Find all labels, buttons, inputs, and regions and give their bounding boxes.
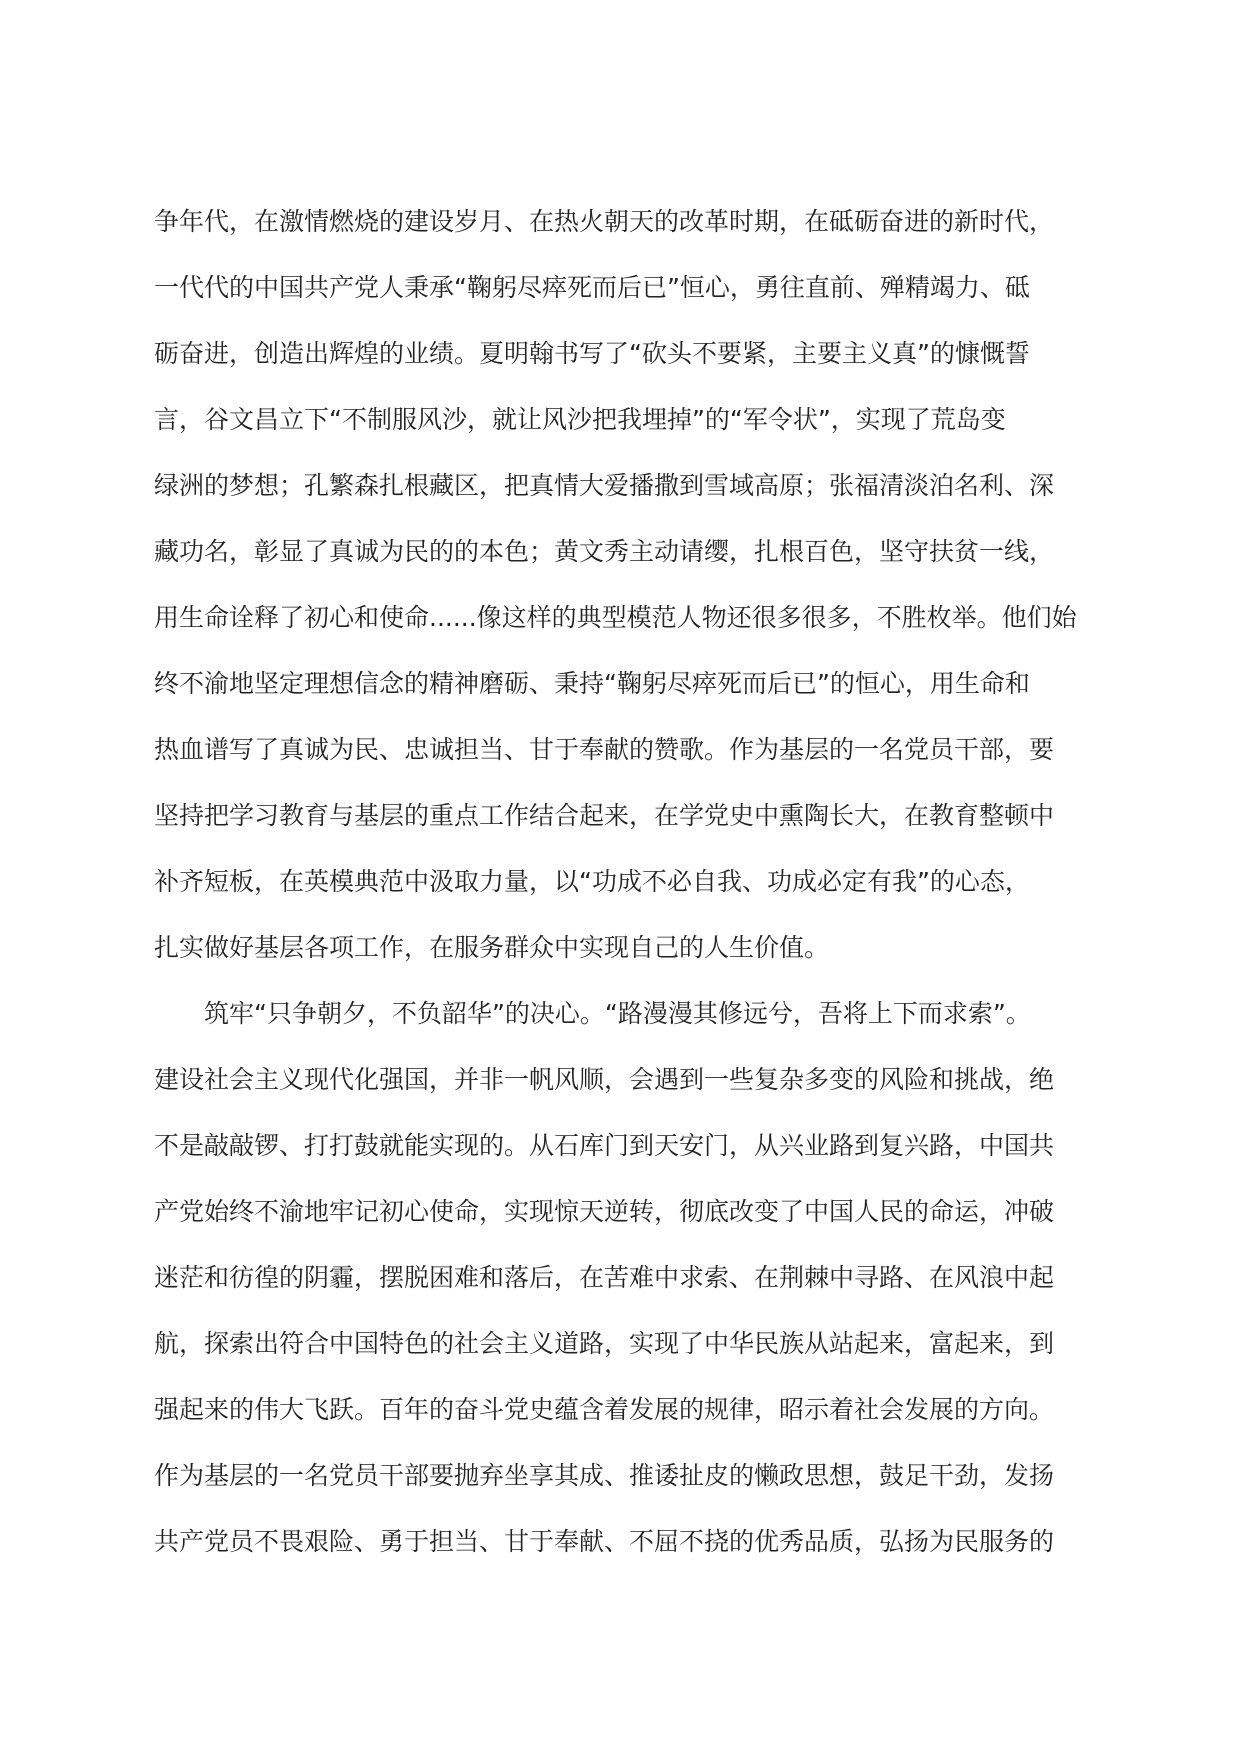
text-line: 争年代，在激情燃烧的建设岁月、在热火朝天的改革时期，在砥砺奋进的新时代，: [154, 207, 1055, 236]
text-line: 作为基层的一名党员干部要抛弃坐享其成、推诿扯皮的懒政思想，鼓足干劲，发扬: [154, 1461, 1055, 1490]
body-text: [154, 189, 1094, 1575]
paragraph-start-line: 筑牢“只争朝夕，不负韶华”的决心。“路漫漫其修远兮，吾将上下而求索”。: [204, 999, 1031, 1028]
text-line: 不是敲敲锣、打打鼓就能实现的。从石库门到天安门，从兴业路到复兴路，中国共: [154, 1131, 1055, 1160]
text-line: 建设社会主义现代化强国，并非一帆风顺，会遇到一些复杂多变的风险和挑战，绝: [154, 1065, 1055, 1094]
text-line: 共产党员不畏艰险、勇于担当、甘于奉献、不屈不挠的优秀品质，弘扬为民服务的: [154, 1527, 1055, 1556]
text-line: 用生命诠释了初心和使命......像这样的典型模范人物还很多很多，不胜枚举。他们始: [154, 603, 1077, 632]
text-line: 热血谱写了真诚为民、忠诚担当、甘于奉献的赞歌。作为基层的一名党员干部，要: [154, 735, 1055, 764]
text-line: 一代代的中国共产党人秉承“鞠躬尽瘁死而后已”恒心，勇往直前、殚精竭力、砥: [154, 273, 1030, 302]
text-line: 扎实做好基层各项工作，在服务群众中实现自己的人生价值。: [154, 933, 830, 962]
text-line: 坚持把学习教育与基层的重点工作结合起来，在学党史中熏陶长大，在教育整顿中: [154, 801, 1055, 830]
text-line: 航，探索出符合中国特色的社会主义道路，实现了中华民族从站起来，富起来，到: [154, 1329, 1055, 1358]
text-line: 产党始终不渝地牢记初心使命，实现惊天逆转，彻底改变了中国人民的命运，冲破: [154, 1197, 1055, 1226]
text-line: 终不渝地坚定理想信念的精神磨砺、秉持“鞠躬尽瘁死而后已”的恒心，用生命和: [154, 669, 1030, 698]
text-line: 迷茫和彷徨的阴霾，摆脱困难和落后，在苦难中求索、在荆棘中寻路、在风浪中起: [154, 1263, 1055, 1292]
text-line: 藏功名，彰显了真诚为民的的本色；黄文秀主动请缨，扎根百色，坚守扶贫一线，: [154, 537, 1055, 566]
text-line: 言，谷文昌立下“不制服风沙，就让风沙把我埋掉”的“军令状”，实现了荒岛变: [154, 405, 1006, 434]
text-line: 绿洲的梦想；孔繁森扎根藏区，把真情大爱播撒到雪域高原；张福清淡泊名利、深: [154, 471, 1055, 500]
text-line: 强起来的伟大飞跃。百年的奋斗党史蕴含着发展的规律，昭示着社会发展的方向。: [154, 1395, 1055, 1424]
text-line: 补齐短板，在英模典范中汲取力量，以“功成不必自我、功成必定有我”的心态，: [154, 867, 1030, 896]
text-line: 砺奋进，创造出辉煌的业绩。夏明翰书写了“砍头不要紧，主要主义真”的慷慨誓: [154, 339, 1030, 368]
